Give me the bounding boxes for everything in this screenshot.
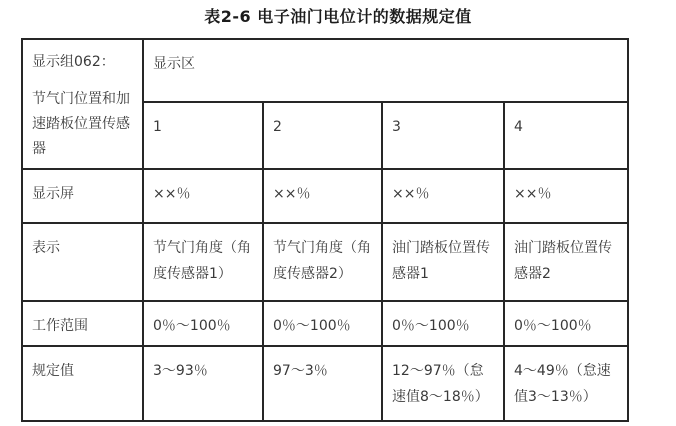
group-header-cell [22,39,143,169]
table-row-specified-value [22,346,628,421]
cell-value: 4～49％（怠速值3～13％） [504,346,628,421]
cell-value: 0％～100％ [382,301,504,346]
cell-value: 油门踏板位置传感器2 [504,223,628,301]
column-number-1: 1 [143,102,263,169]
row-label: 工作范围 [22,301,143,346]
table-caption: 表2-6 电子油门电位计的数据规定值 [204,7,472,26]
table-row-display-screen [22,169,628,223]
display-group-id: 显示组062： [32,54,115,70]
cell-value: 油门踏板位置传感器1 [382,223,504,301]
header-row-display-area [22,39,628,102]
cell-value: ××％ [504,169,628,223]
spec-table [21,38,629,422]
cell-value: 0％～100％ [263,301,382,346]
cell-value: ××％ [263,169,382,223]
cell-value: 0％～100％ [504,301,628,346]
display-group-description: 节气门位置和加速踏板位置传感器 [32,91,130,157]
cell-value: 12～97％（怠速值8～18％） [382,346,504,421]
row-label: 表示 [22,223,143,301]
cell-value: 节气门角度（角度传感器1） [143,223,263,301]
display-area-header-cell: 显示区 [143,39,628,102]
cell-value: ××％ [143,169,263,223]
row-label: 规定值 [22,346,143,421]
column-number-3: 3 [382,102,504,169]
column-number-2: 2 [263,102,382,169]
column-number-4: 4 [504,102,628,169]
table-row-meaning [22,223,628,301]
cell-value: 节气门角度（角度传感器2） [263,223,382,301]
cell-value: 97～3％ [263,346,382,421]
row-label: 显示屏 [22,169,143,223]
cell-value: 0％～100％ [143,301,263,346]
cell-value: ××％ [382,169,504,223]
cell-value: 3～93％ [143,346,263,421]
table-row-working-range [22,301,628,346]
